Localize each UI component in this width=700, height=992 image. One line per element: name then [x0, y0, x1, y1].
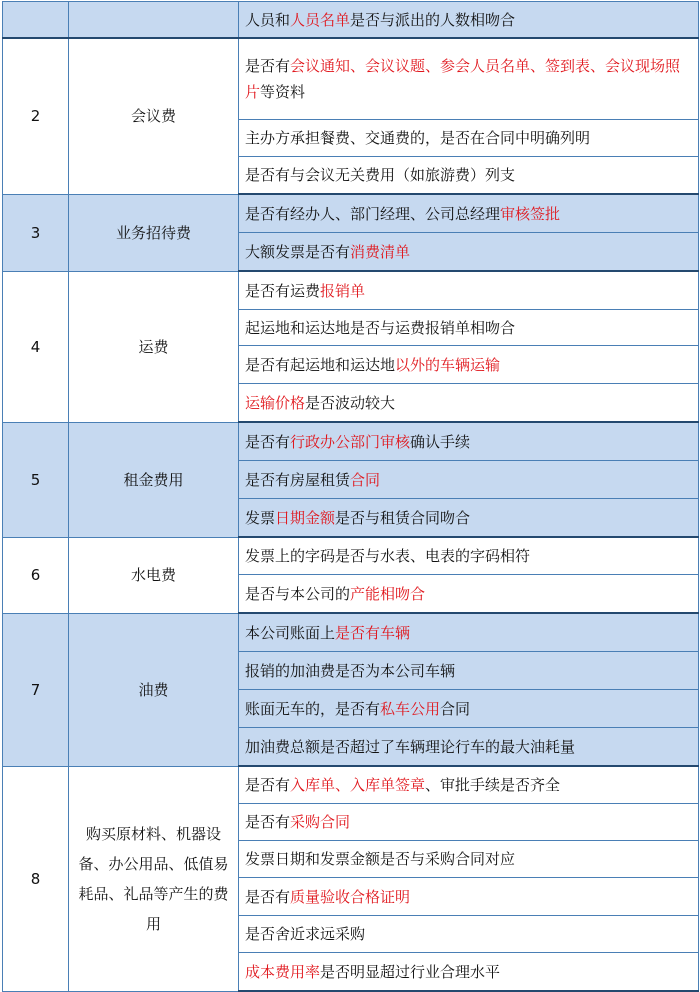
row-number: 2 [3, 38, 69, 194]
check-item [239, 916, 699, 953]
check-item [239, 953, 699, 992]
item-text: 是否有起运地和运达地 [245, 355, 396, 374]
key-phrase: 报销单 [320, 281, 366, 300]
table-row [3, 2, 699, 39]
item-text: 发票 [245, 508, 276, 527]
table-row [3, 271, 699, 310]
check-item [239, 38, 699, 120]
check-item [239, 157, 699, 195]
item-text: 是否有 [245, 57, 291, 75]
expense-category [69, 2, 239, 39]
key-phrase: 以外的车辆运输 [395, 355, 501, 374]
item-text: 等资料 [260, 83, 306, 101]
table-row [3, 38, 699, 120]
check-item [239, 766, 699, 804]
key-phrase: 质量验收合格证明 [290, 887, 411, 906]
key-phrase: 成本费用率 [245, 962, 321, 981]
check-item [239, 652, 699, 690]
item-text: 主办方承担餐费、交通费的，是否在合同中明确列明 [245, 129, 591, 147]
check-item [239, 537, 699, 575]
check-item [239, 499, 699, 538]
check-item [239, 841, 699, 878]
check-item [239, 271, 699, 310]
table-row [3, 613, 699, 652]
check-item [239, 575, 699, 614]
expense-category: 油费 [69, 613, 239, 766]
check-item [239, 2, 699, 39]
key-phrase: 会议通知、会议议题、参会人员名单、签到表、会议现场照片 [245, 57, 681, 101]
item-text: 是否明显超过行业合理水平 [320, 962, 501, 981]
check-item [239, 233, 699, 272]
table-row [3, 422, 699, 461]
key-phrase: 运输价格 [245, 393, 306, 412]
expense-category: 购买原材料、机器设备、办公用品、低值易耗品、礼品等产生的费用 [69, 766, 239, 991]
table-row [3, 537, 699, 575]
check-item [239, 690, 699, 728]
row-number: 4 [3, 271, 69, 422]
key-phrase: 私车公用 [380, 699, 441, 718]
expense-category: 租金费用 [69, 422, 239, 537]
row-number: 5 [3, 422, 69, 537]
key-phrase: 行政办公部门审核 [290, 432, 411, 451]
row-number: 6 [3, 537, 69, 613]
key-phrase: 消费清单 [350, 242, 411, 261]
check-item [239, 728, 699, 767]
table-row [3, 766, 699, 804]
item-text: 报销的加油费是否为本公司车辆 [245, 661, 456, 680]
item-text: 是否有 [245, 776, 291, 794]
key-phrase: 审核签批 [500, 204, 561, 223]
expense-category: 业务招待费 [69, 194, 239, 271]
item-text: 确认手续 [410, 432, 471, 451]
key-phrase: 采购合同 [290, 813, 351, 831]
table-row [3, 194, 699, 233]
item-text: 发票日期和发票金额是否与采购合同对应 [245, 850, 516, 868]
check-item [239, 346, 699, 384]
item-text: 是否与本公司的 [245, 584, 351, 603]
key-phrase: 人员名单 [290, 10, 351, 29]
item-text: 是否有 [245, 813, 291, 831]
item-text: 是否与租赁合同吻合 [335, 508, 471, 527]
check-item [239, 384, 699, 423]
item-text: 是否与派出的人数相吻合 [350, 10, 516, 29]
item-text: 账面无车的，是否有 [245, 699, 381, 718]
check-item [239, 120, 699, 157]
item-text: 发票上的字码是否与水表、电表的字码相符 [245, 547, 531, 565]
item-text: 是否有 [245, 432, 291, 451]
key-phrase: 是否有车辆 [335, 623, 411, 642]
item-text: 是否有运费 [245, 281, 321, 300]
row-number: 7 [3, 613, 69, 766]
check-item [239, 613, 699, 652]
check-item [239, 422, 699, 461]
item-text: 起运地和运达地是否与运费报销单相吻合 [245, 318, 516, 337]
expense-category: 水电费 [69, 537, 239, 613]
item-text: 是否有经办人、部门经理、公司总经理 [245, 204, 501, 223]
expense-category: 运费 [69, 271, 239, 422]
row-number: 8 [3, 766, 69, 991]
key-phrase: 入库单、入库单签章 [290, 776, 426, 794]
item-text: 大额发票是否有 [245, 242, 351, 261]
row-number [3, 2, 69, 39]
key-phrase: 产能相吻合 [350, 584, 426, 603]
check-item [239, 194, 699, 233]
item-text: 是否波动较大 [305, 393, 396, 412]
item-text: 是否有房屋租赁 [245, 470, 351, 489]
item-text: 加油费总额是否超过了车辆理论行车的最大油耗量 [245, 737, 576, 756]
key-phrase: 日期金额 [275, 508, 336, 527]
item-text: 是否舍近求远采购 [245, 925, 366, 943]
expense-category: 会议费 [69, 38, 239, 194]
row-number: 3 [3, 194, 69, 271]
check-item [239, 461, 699, 499]
item-text: 是否有 [245, 887, 291, 906]
item-text: 、审批手续是否齐全 [425, 776, 561, 794]
table-body [3, 2, 699, 992]
item-text: 合同 [440, 699, 471, 718]
key-phrase: 合同 [350, 470, 381, 489]
item-text: 人员和 [245, 10, 291, 29]
item-text: 本公司账面上 [245, 623, 336, 642]
check-item [239, 804, 699, 841]
item-text: 是否有与会议无关费用（如旅游费）列支 [245, 166, 516, 184]
check-item [239, 878, 699, 916]
check-item [239, 310, 699, 346]
expense-audit-table [2, 1, 699, 992]
